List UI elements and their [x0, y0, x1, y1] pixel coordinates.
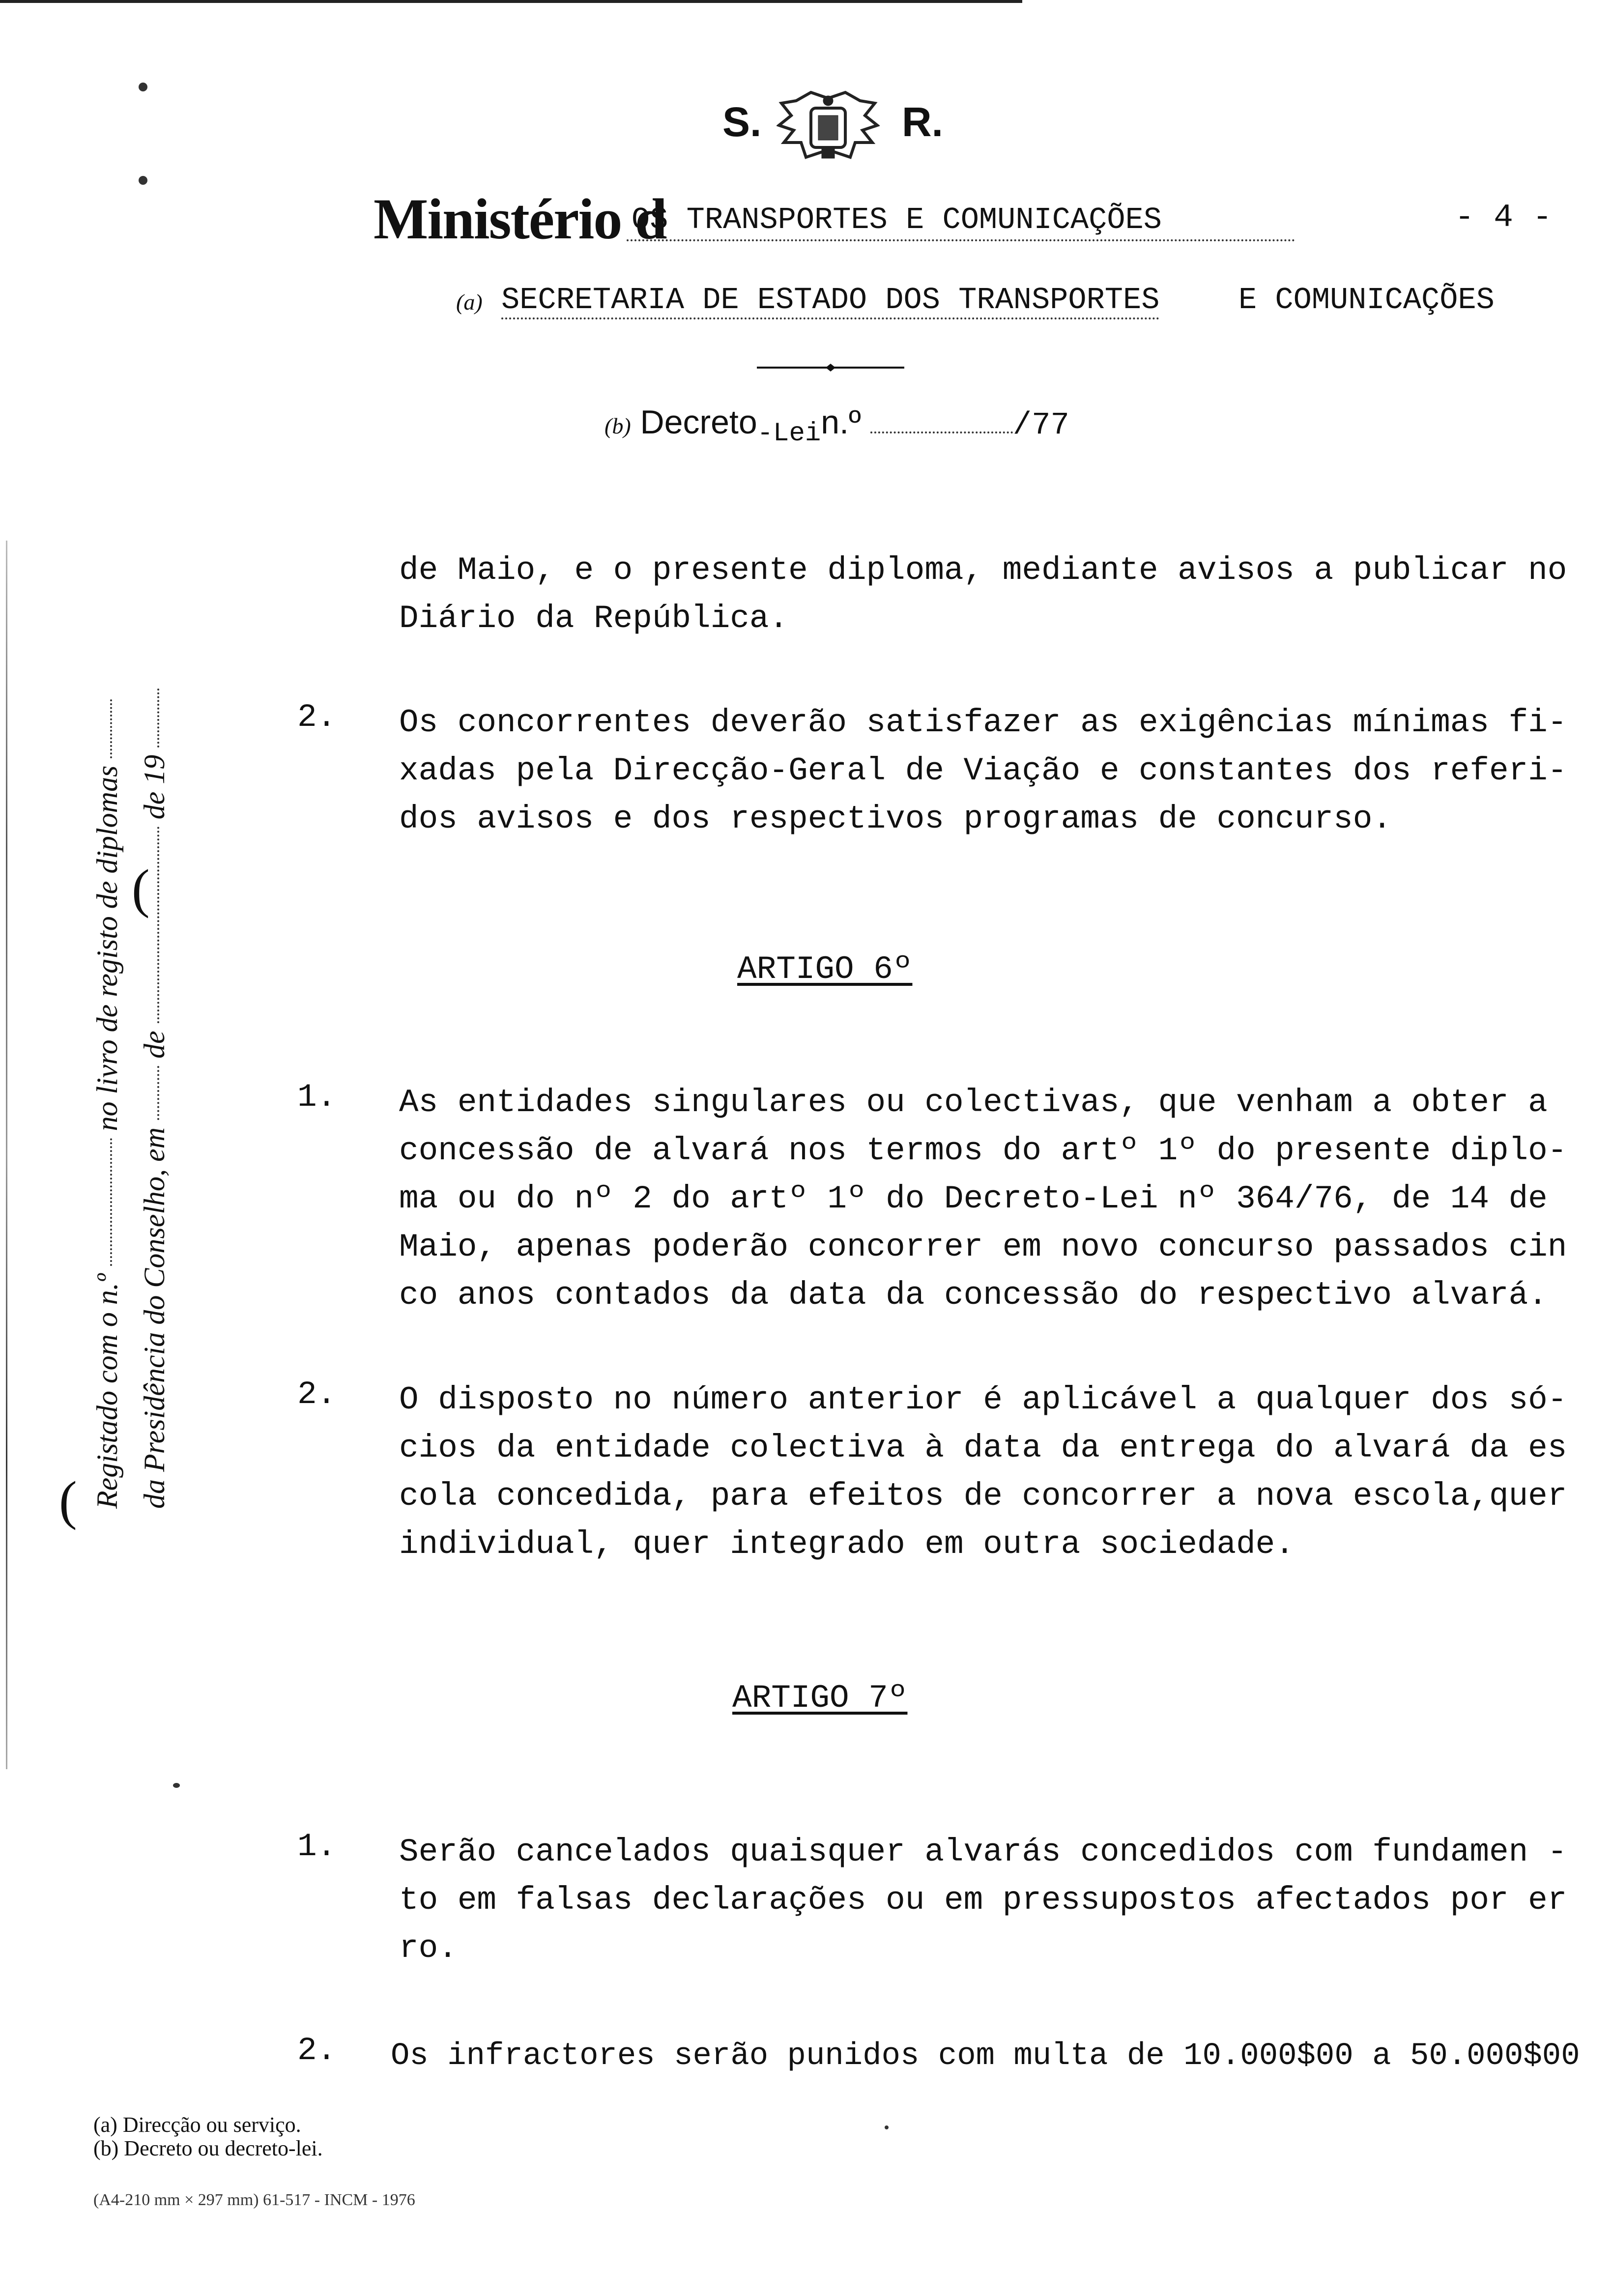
- text-line: concessão de alvará nos termos do artº 1º do presente diplo-: [399, 1132, 1567, 1169]
- text-line: ro.: [399, 1930, 458, 1967]
- decreto-line: [604, 403, 1069, 449]
- secretaria-tail: E COMUNICAÇÕES: [1238, 283, 1495, 317]
- ministerio-title: Ministério d: [374, 187, 666, 251]
- item-number: 1.: [297, 1079, 337, 1116]
- margin-blank: [108, 699, 112, 758]
- item-number: 1.: [297, 1828, 337, 1865]
- margin-blank: [155, 689, 159, 747]
- ink-speck: [139, 83, 147, 91]
- artigo-6-heading: ARTIGO 6º: [737, 951, 913, 988]
- margin-blank: [108, 1138, 112, 1266]
- paragraph-7-2: [391, 2032, 1580, 2080]
- header-s-letter: S.: [722, 99, 762, 145]
- decreto-number-blank: [870, 431, 1013, 433]
- margin-blank: [155, 827, 159, 1023]
- paragraph-6-2: [399, 1376, 1567, 1569]
- item-number: 2.: [297, 1376, 337, 1413]
- decreto-lei-suffix: -Lei: [757, 419, 821, 449]
- page-number: - 4 -: [1455, 199, 1553, 236]
- paragraph-6-1: [399, 1079, 1567, 1320]
- form-code: (A4-210 mm × 297 mm) 61-517 - INCM - 1976: [93, 2191, 415, 2209]
- margin-registado-label: Registado com o n.º: [91, 1273, 123, 1509]
- text-line: Diário da República.: [399, 600, 789, 637]
- text-line: de Maio, e o presente diploma, mediante avisos a publicar no: [399, 552, 1567, 589]
- ink-speck: [885, 2125, 889, 2129]
- artigo-7-heading: ARTIGO 7º: [732, 1680, 908, 1717]
- margin-bracket-mark: (: [59, 1470, 77, 1530]
- ink-speck: [139, 176, 147, 185]
- text-line: Serão cancelados quaisquer alvarás concedidos com fundamen -: [399, 1834, 1567, 1870]
- intro-paragraph: [399, 546, 1567, 643]
- margin-bracket-mark: (: [132, 859, 150, 918]
- binding-edge-mark: [6, 541, 7, 1769]
- decreto-word: Decreto: [640, 403, 757, 441]
- margin-year-label: de 19: [138, 754, 171, 820]
- text-line: dos avisos e dos respectivos programas de concurso.: [399, 801, 1392, 837]
- text-line: to em falsas declarações ou em pressupostos afectados por er: [399, 1882, 1567, 1919]
- margin-registration-note: [84, 575, 182, 1509]
- text-line: As entidades singulares ou colectivas, que venham a obter a: [399, 1084, 1548, 1121]
- paragraph-5-2: [399, 699, 1567, 843]
- margin-presidencia-label: da Presidência do Conselho, em: [138, 1127, 171, 1509]
- label-b: (b): [604, 413, 631, 438]
- footnotes: [93, 2113, 323, 2160]
- margin-de-label: de: [138, 1031, 171, 1059]
- text-line: cola concedida, para efeitos de concorrer a nova escola,quer: [399, 1478, 1567, 1515]
- text-line: ma ou do nº 2 do artº 1º do Decreto-Lei nº 364/76, de 14 de: [399, 1180, 1548, 1217]
- ornament-divider: [757, 363, 904, 373]
- margin-line-2: [131, 575, 178, 1509]
- text-line: Maio, apenas poderão concorrer em novo concurso passados cin: [399, 1229, 1567, 1265]
- coat-of-arms-icon: [777, 88, 880, 172]
- text-line: xadas pela Direcção-Geral de Viação e constantes dos referi-: [399, 752, 1567, 789]
- margin-livro-label: no livro de registo de diplomas: [91, 765, 123, 1131]
- top-border-rule: [0, 0, 1022, 3]
- item-number: 2.: [297, 2032, 337, 2069]
- decreto-year: /77: [1012, 408, 1069, 443]
- item-number: 2.: [297, 699, 337, 736]
- decreto-number-label: n.º: [821, 403, 861, 441]
- text-line: co anos contados da data da concessão do respectivo alvará.: [399, 1277, 1548, 1314]
- text-line: Os infractores serão punidos com multa de 10.000$00 a 50.000$00: [391, 2038, 1580, 2074]
- header-r-letter: R.: [902, 99, 943, 145]
- margin-line-1: [84, 575, 131, 1509]
- text-line: O disposto no número anterior é aplicável a qualquer dos só-: [399, 1381, 1567, 1418]
- footnote-a: (a) Direcção ou serviço.: [93, 2113, 301, 2137]
- text-line: individual, quer integrado em outra sociedade.: [399, 1526, 1295, 1563]
- secretaria-field: SECRETARIA DE ESTADO DOS TRANSPORTES: [501, 283, 1159, 319]
- ink-speck: [173, 1783, 180, 1788]
- label-a: (a): [456, 289, 483, 315]
- paragraph-7-1: [399, 1828, 1567, 1973]
- ministry-name-field: OS TRANSPORTES E COMUNICAÇÕES: [627, 202, 1295, 241]
- footnote-b: (b) Decreto ou decreto-lei.: [93, 2136, 323, 2160]
- text-line: Os concorrentes deverão satisfazer as exigências mínimas fi-: [399, 704, 1567, 741]
- text-line: cios da entidade colectiva à data da entrega do alvará da es: [399, 1430, 1567, 1466]
- margin-blank: [155, 1066, 159, 1120]
